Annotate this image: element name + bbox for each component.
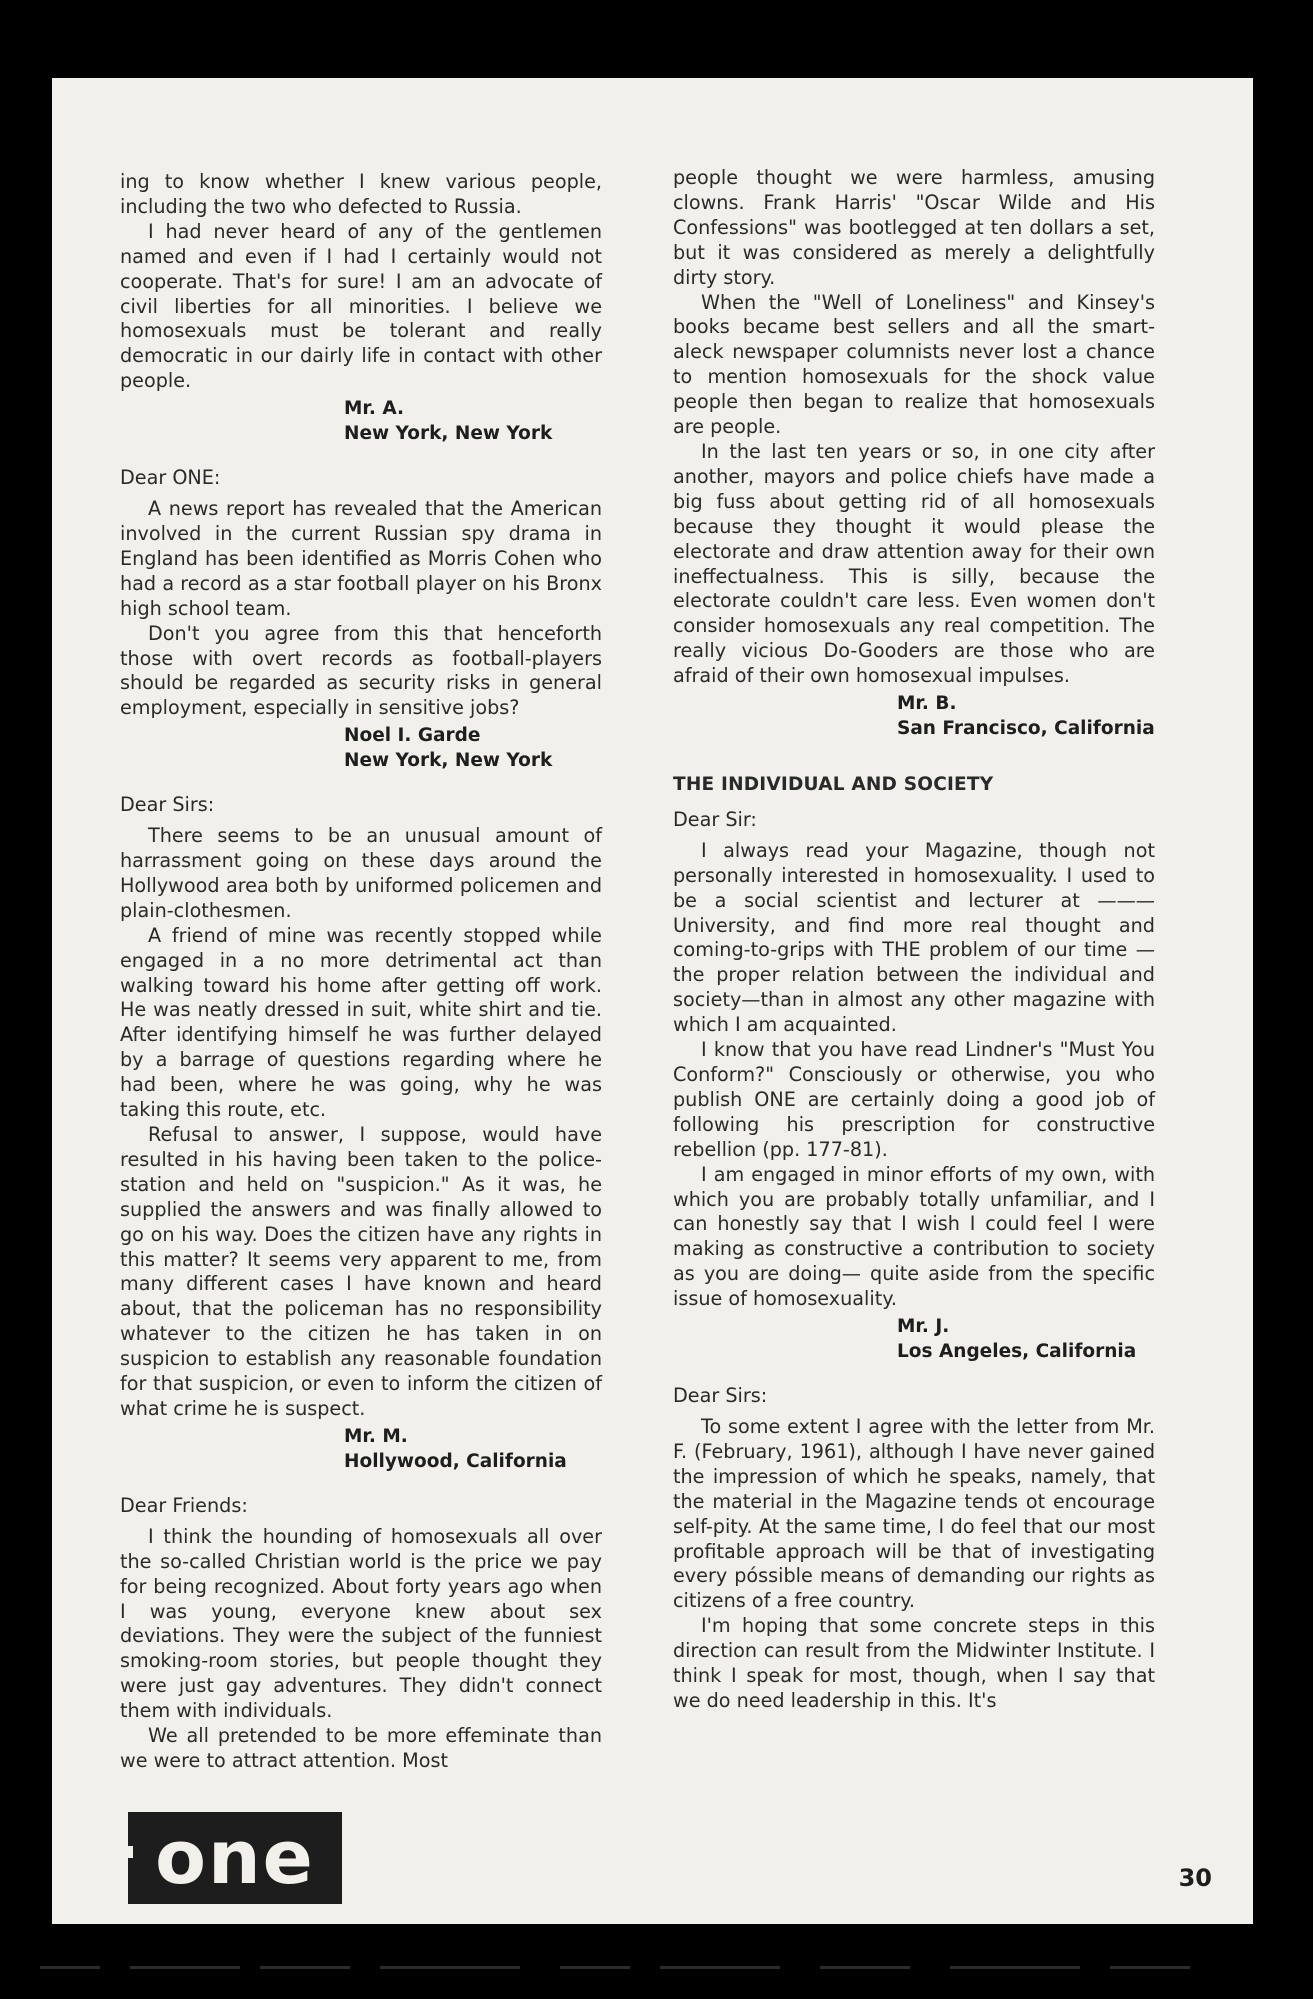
signature-name: Mr. A.: [344, 398, 405, 420]
paragraph: I know that you have read Lindner's "Must You Conform?" Consciously or otherwise, you who publish ONE are certainly doing a good job of following his prescription for constructive rebellion (pp. 177-81).: [673, 1038, 1155, 1161]
section-heading: THE INDIVIDUAL AND SOCIETY: [673, 774, 994, 796]
paragraph: A news report has revealed that the American involved in the current Russian spy drama in England has been identified as Morris Cohen who had a record as a star football player on his Bronx high school team.: [120, 497, 602, 620]
paragraph: A friend of mine was recently stopped while engaged in a no more detrimental act than walking toward his home after getting off work. He was neatly dressed in suit, white shirt and tie. After identifying himself he was further delayed by a barrage of questions regarding where he had been, where he was going, why he was taking this route, etc.: [120, 923, 602, 1122]
logo-mark: [128, 1846, 133, 1858]
paragraph: Don't you agree from this that henceforth those with overt records as football-players should be regarded as security risks in general employment, especially in sensitive jobs?: [120, 621, 602, 720]
paragraph: I think the hounding of homosexuals all over the so-called Christian world is the price we pay for being recognized. About forty years ago when I was young, everyone knew about sex deviations. They were the subject of the funniest smoking-room stories, but people thought they were just gay adventures. They didn't connect them with individuals.: [120, 1524, 602, 1723]
signature-name: Mr. M.: [344, 1425, 408, 1447]
scan-edge-strip: [0, 1960, 1313, 1974]
signature-place: San Francisco, California: [897, 718, 1155, 740]
letter-salutation: Dear Sir:: [673, 807, 757, 831]
paragraph: ing to know whether I knew various people, including the two who defected to Russia.: [120, 170, 602, 218]
letter-signature: [344, 1424, 602, 1474]
page-number: 30: [1178, 1864, 1212, 1892]
signature-name: Noel I. Garde: [344, 725, 481, 747]
signature-name: Mr. B.: [897, 693, 957, 715]
paragraph: Refusal to answer, I suppose, would have resulted in his having been taken to the police-station and held on "suspicion." As it was, he supplied the answers and was finally allowed to go on his way. Does the citizen have any rights in this matter? It seems very apparent to me, from many different cases I have known and heard about, that the policeman has no responsibility whatever to the citizen he has taken in on suspicion to establish any reasonable foundation for that suspicion, or even to inform the citizen of what crime he is suspect.: [120, 1123, 602, 1420]
signature-place: Los Angeles, California: [897, 1341, 1137, 1363]
signature-place: New York, New York: [344, 750, 553, 772]
letter-signature: [897, 1314, 1155, 1364]
paragraph: people thought we were harmless, amusing clowns. Frank Harris' "Oscar Wilde and His Confessions" was bootlegged at ten dollars a set, but it was considered as merely a delightfully dirty story.: [673, 166, 1155, 289]
letter-salutation: Dear Sirs:: [673, 1384, 768, 1408]
paragraph: There seems to be an unusual amount of harrassment going on these days around the Hollywood area both by uniformed policemen and plain-clothesmen.: [120, 824, 602, 922]
letter-signature: [897, 691, 1155, 741]
signature-place: Hollywood, California: [344, 1450, 567, 1472]
left-column: [120, 170, 602, 1774]
letter-salutation: Dear ONE:: [120, 466, 221, 490]
paragraph: I had never heard of any of the gentlemen named and even if I had I certainly would not cooperate. That's for sure! I am an advocate of civil liberties for all minorities. I believe we homosexuals must be tolerant and really democratic in our dairly life in contact with other people.: [120, 219, 602, 393]
signature-name: Mr. J.: [897, 1316, 950, 1338]
paragraph: I am engaged in minor efforts of my own, with which you are probably totally unfamiliar, and I can honestly say that I wish I could feel I were making as constructive a contribution to society as you are doing— quite aside from the specific issue of homosexuality.: [673, 1162, 1155, 1311]
right-column: [673, 166, 1155, 1714]
paragraph: In the last ten years or so, in one city after another, mayors and police chiefs have made a big fuss about getting rid of all homosexuals because they thought it would please the electorate and draw attention away for their own ineffectualness. This is silly, because the electorate couldn't care less. Even women don't consider homosexuals any real competition. The really vicious Do-Gooders are those who are afraid of their own homosexual impulses.: [673, 439, 1155, 688]
paragraph: To some extent I agree with the letter from Mr. F. (February, 1961), although I have never gained the impression of which he speaks, namely, that the material in the Magazine tends ot encourage self-pity. At the same time, I do feel that our most profitable approach will be that of investigating every póssible means of demanding our rights as citizens of a free country.: [673, 1414, 1155, 1613]
letter-salutation: Dear Sirs:: [120, 793, 215, 817]
signature-place: New York, New York: [344, 423, 553, 445]
paragraph: I always read your Magazine, though not personally interested in homosexuality. I used to be a social scientist and lecturer at ——— University, and find more real thought and coming-to-grips with THE problem of our time —the proper relation between the individual and society—than in almost any other magazine with which I am acquainted.: [673, 838, 1155, 1037]
paragraph: I'm hoping that some concrete steps in this direction can result from the Midwinter Institute. I think I speak for most, though, when I say that we do need leadership in this. It's: [673, 1614, 1155, 1712]
paragraph: When the "Well of Loneliness" and Kinsey's books became best sellers and all the smart-aleck newspaper columnists never lost a chance to mention homosexuals for the shock value people then began to realize that homosexuals are people.: [673, 290, 1155, 439]
magazine-page: [52, 78, 1253, 1924]
magazine-logo: one: [128, 1812, 342, 1904]
letter-signature: [344, 396, 602, 446]
letter-signature: [344, 723, 602, 773]
letter-salutation: Dear Friends:: [120, 1493, 248, 1517]
paragraph: We all pretended to be more effeminate than we were to attract attention. Most: [120, 1724, 602, 1772]
